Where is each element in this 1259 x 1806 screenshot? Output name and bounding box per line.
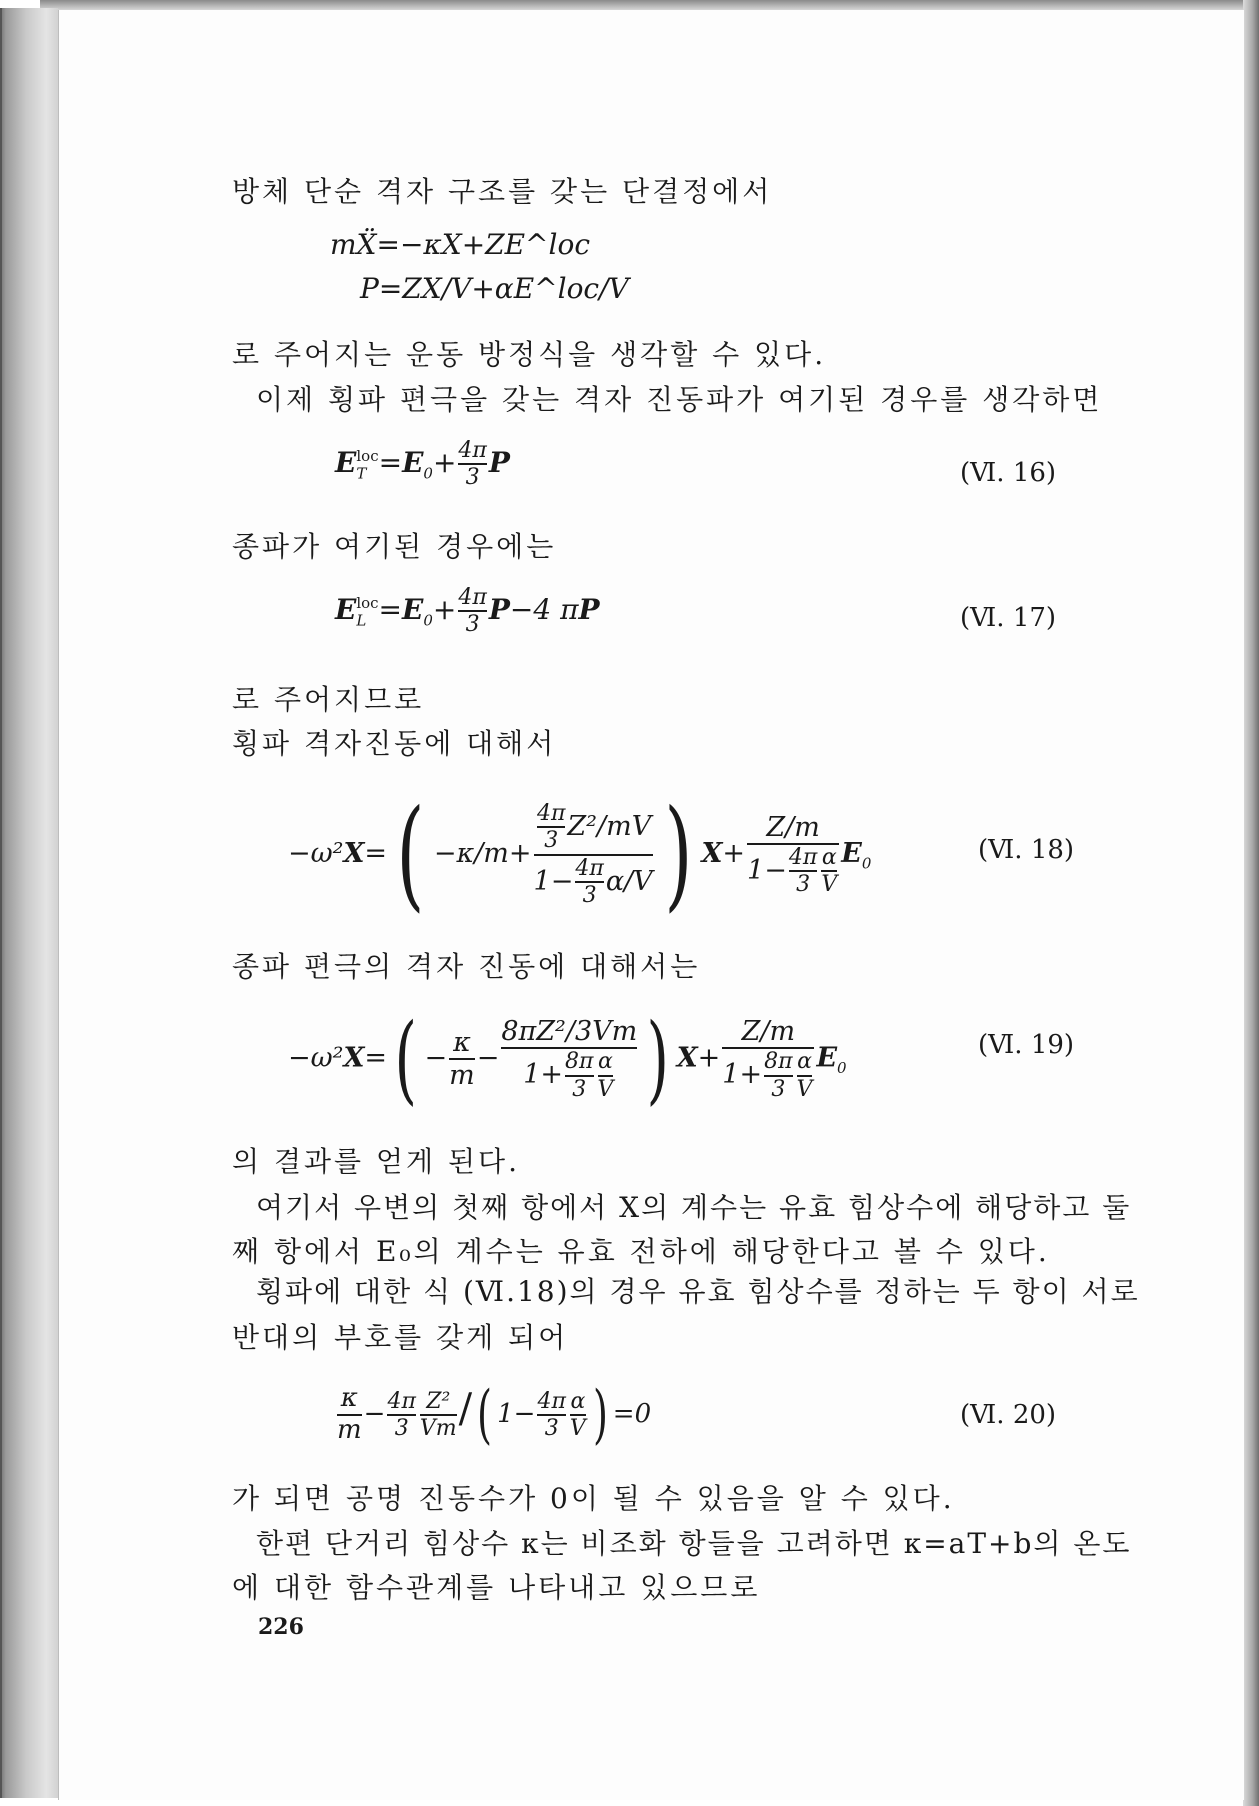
- text-line-9: 여기서 우변의 첫째 항에서 X의 계수는 유효 힘상수에 해당하고 둘: [256, 1191, 1132, 1224]
- equation-motion-2: [360, 272, 629, 305]
- equation-number-17: (Ⅵ. 17): [960, 603, 1057, 633]
- equation-vi-16: $E_T^{loc}=E_0+$ $\frac{4\pi}{3}$ P: [335, 438, 510, 491]
- equation-number-20: (Ⅵ. 20): [960, 1400, 1057, 1430]
- text-line-5: 로 주어지므로: [232, 683, 425, 716]
- equation-vi-20: $\frac{\kappa}{m}$ − $\frac{4\pi}{3}$ $\frac{\text{Z²}}{Vm}$ /( 1− $\frac{4\pi}{3}$ $\frac{\alpha}{V}$ ) =0: [337, 1378, 652, 1452]
- book-top-edge: [40, 0, 1245, 10]
- text-line-3: 이제 횡파 편극을 갖는 격자 진동파가 여기된 경우를 생각하면: [256, 383, 1103, 416]
- equation-vi-17: $E_L^{loc}=E_0+$ $\frac{4\pi}{3}$ P−4 πP: [335, 585, 600, 638]
- motion-eq-2-text: P=ZX/V+αE^loc/V: [360, 272, 629, 305]
- text-line-4: 종파가 여기된 경우에는: [232, 530, 557, 563]
- text-line-1: 방체 단순 격자 구조를 갖는 단결정에서: [232, 175, 773, 208]
- equation-motion-1: [330, 228, 590, 261]
- text-line-11: 횡파에 대한 식 (Ⅵ.18)의 경우 유효 힘상수를 정하는 두 항이 서로: [256, 1275, 1140, 1308]
- equation-vi-19: −ω²X=( − $\frac{\kappa}{m}$ − 8πZ²/3Vm 1+ $\frac{8\pi}{3}$ $\frac{\alpha}{V}$ ) X+ Z/m 1+ $\frac{8\pi}{3}$ $\frac{\alpha}{V}$ $E_0$: [288, 1003, 847, 1115]
- book-right-edge: [1243, 0, 1259, 1806]
- text-line-8: 의 결과를 얻게 된다.: [232, 1145, 520, 1178]
- text-line-6: 횡파 격자진동에 대해서: [232, 727, 557, 760]
- text-line-14: 한편 단거리 힘상수 κ는 비조화 항들을 고려하면 κ=aT+b의 온도: [256, 1527, 1132, 1560]
- text-line-2: 로 주어지는 운동 방정식을 생각할 수 있다.: [232, 338, 827, 371]
- equation-number-19: (Ⅵ. 19): [978, 1030, 1075, 1060]
- text-line-12: 반대의 부호를 갖게 되어: [232, 1321, 569, 1354]
- text-line-7: 종파 편극의 격자 진동에 대해서는: [232, 950, 701, 983]
- equation-number-16: (Ⅵ. 16): [960, 458, 1057, 488]
- book-left-edge: [0, 8, 58, 1798]
- equation-vi-18: −ω²X=( −κ/m+ $\frac{4\pi}{3}$ Z²/mV 1− $\frac{4\pi}{3}$ α/V ) X+ Z/m 1− $\frac{4\pi}{3}$ $\frac{\alpha}{V}$ $E_0$: [288, 785, 872, 924]
- equation-number-18: (Ⅵ. 18): [978, 835, 1075, 865]
- text-line-13: 가 되면 공명 진동수가 0이 될 수 있음을 알 수 있다.: [232, 1482, 955, 1515]
- text-line-15: 에 대한 함수관계를 나타내고 있으므로: [232, 1571, 761, 1604]
- motion-eq-1-text: mẌ=−κX+ZE^loc: [330, 228, 591, 261]
- page-number: 226: [258, 1614, 304, 1640]
- text-line-10: 째 항에서 E₀의 계수는 유효 전하에 해당한다고 볼 수 있다.: [232, 1235, 1050, 1268]
